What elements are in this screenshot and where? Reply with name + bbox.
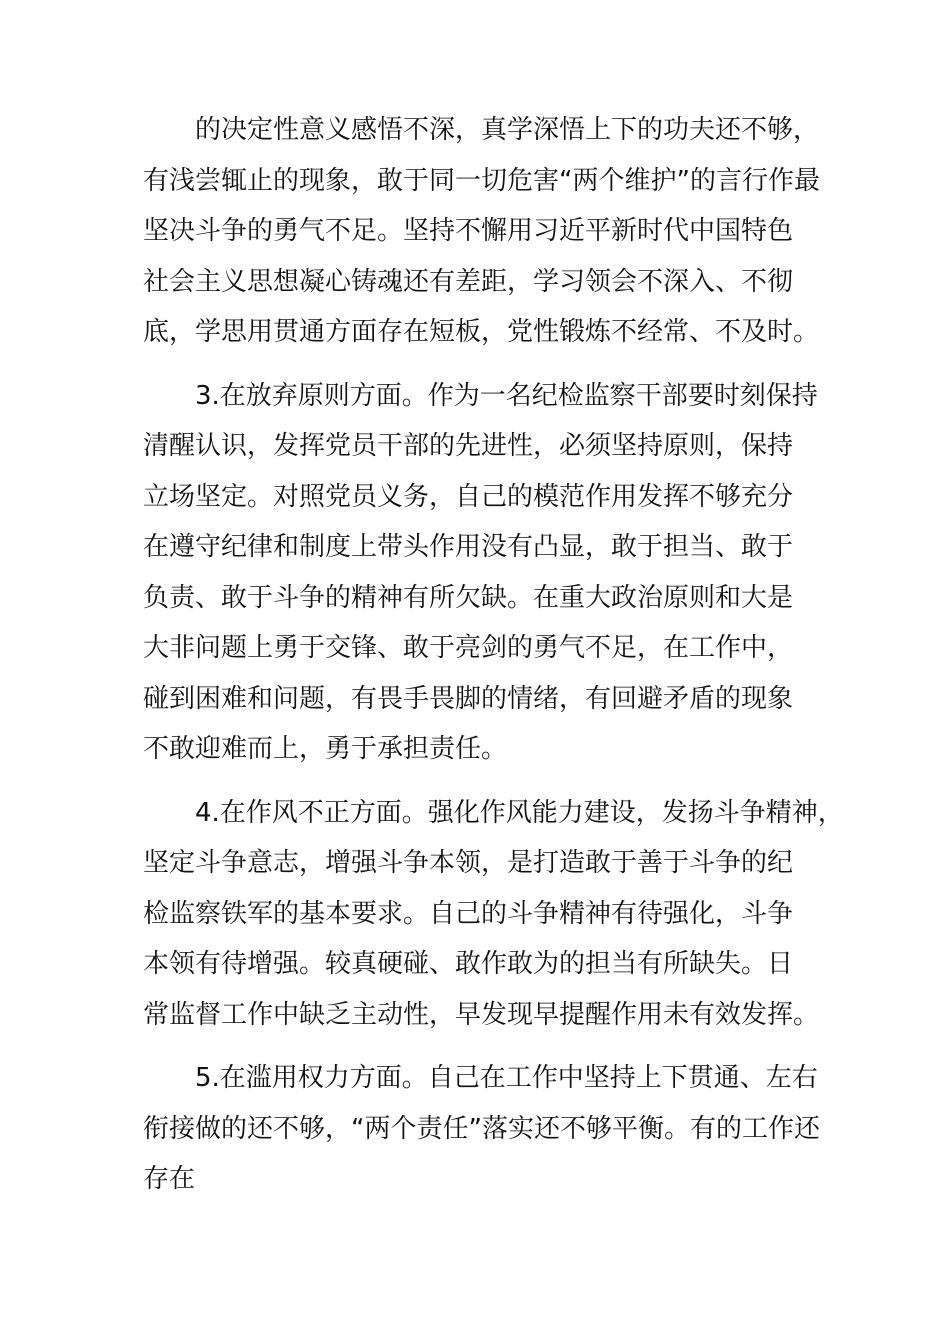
text-line: 存在 xyxy=(143,1164,196,1194)
text-line: 4.在作风不正方面。强化作风能力建设，发扬斗争精神， xyxy=(195,797,844,828)
text-line: 5.在滥用权力方面。自己在工作中坚持上下贯通、左右 xyxy=(195,1063,818,1093)
text-line: 坚定斗争意志，增强斗争本领，是打造敢于善于斗争的纪 xyxy=(143,848,794,878)
text-line: 不敢迎难而上，勇于承担责任。 xyxy=(143,734,508,764)
text-line: 在遵守纪律和制度上带头作用没有凸显，敢于担当、敢于 xyxy=(143,532,794,562)
text-line: 常监督工作中缺乏主动性，早发现早提醒作用未有效发挥。 xyxy=(143,999,820,1030)
paragraph-4 xyxy=(143,1053,833,1205)
text-line: 碰到困难和问题，有畏手畏脚的情绪，有回避矛盾的现象 xyxy=(143,683,794,714)
paragraph-3 xyxy=(143,788,844,1041)
text-line: 立场坚定。对照党员义务，自己的模范作用发挥不够充分 xyxy=(143,481,794,512)
text-line: 坚决斗争的勇气不足。坚持不懈用习近平新时代中国特色 xyxy=(143,216,794,246)
document-body xyxy=(143,105,844,1205)
text-line: 衔接做的还不够，“两个责任”落实还不够平衡。有的工作还 xyxy=(143,1113,820,1144)
text-line: 社会主义思想凝心铸魂还有差距，学习领会不深入、不彻 xyxy=(143,266,794,297)
text-line: 3.在放弃原则方面。作为一名纪检监察干部要时刻保持 xyxy=(195,380,818,411)
text-line: 清醒认识，发挥党员干部的先进性，必须坚持原则，保持 xyxy=(143,431,794,461)
text-line: 底，学思用贯通方面存在短板，党性锻炼不经常、不及时。 xyxy=(143,317,820,347)
text-line: 大非问题上勇于交锋、敢于亮剑的勇气不足，在工作中， xyxy=(143,633,794,663)
paragraph-2 xyxy=(143,371,833,775)
text-line: 负责、敢于斗争的精神有所欠缺。在重大政治原则和大是 xyxy=(143,582,794,613)
text-line: 的决定性意义感悟不深，真学深悟上下的功夫还不够， xyxy=(195,115,820,145)
paragraph-1 xyxy=(143,105,833,358)
text-line: 有浅尝辄止的现象，敢于同一切危害“两个维护”的言行作最 xyxy=(143,165,820,196)
text-line: 本领有待增强。较真硬碰、敢作敢为的担当有所缺失。日 xyxy=(143,949,794,979)
text-line: 检监察铁军的基本要求。自己的斗争精神有待强化，斗争 xyxy=(143,898,794,929)
